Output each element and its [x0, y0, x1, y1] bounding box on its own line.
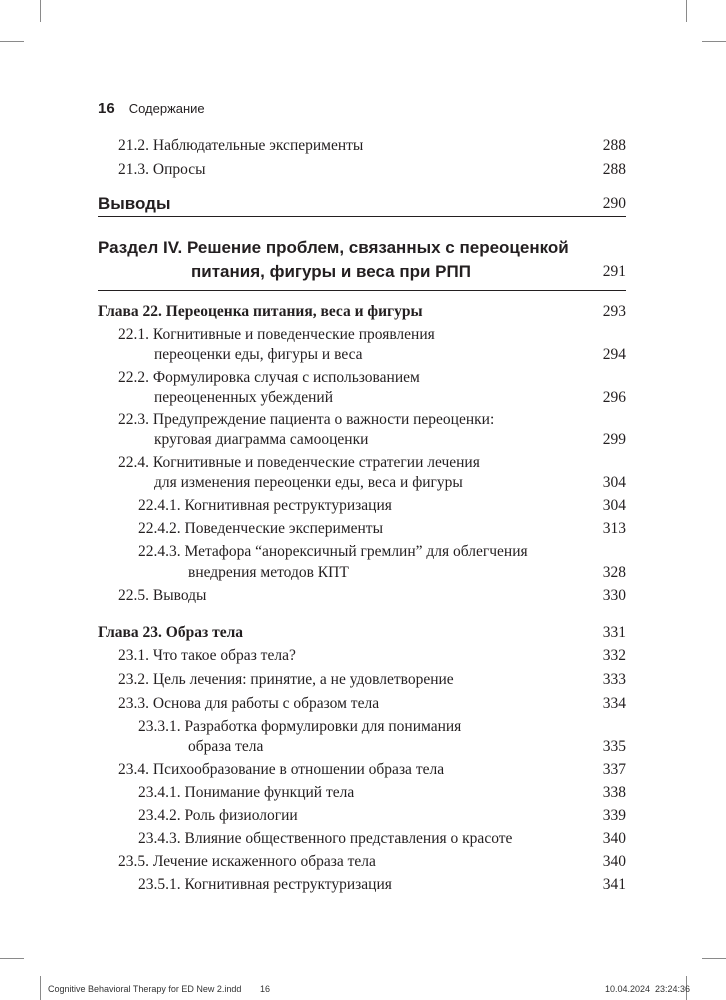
toc-entry: [98, 368, 626, 388]
toc-entry: [98, 586, 626, 606]
toc-entry: [98, 694, 626, 714]
toc-entry-text: 22.1. Когнитивные и поведенческие проявления: [118, 326, 435, 343]
toc-entry-text: 21.3. Опросы: [118, 161, 206, 178]
toc-page-number: 340: [602, 853, 626, 870]
toc-page-number: 338: [602, 784, 626, 801]
toc-entry-text: 22.3. Предупреждение пациента о важности переоценки:: [118, 411, 495, 428]
toc-entry: [98, 136, 626, 156]
toc-entry-continued: [98, 345, 626, 365]
toc-page-number: 330: [602, 587, 626, 604]
toc-page-number: 288: [602, 137, 626, 154]
toc-entry-text: 22.4. Когнитивные и поведенческие стратегии лечения: [118, 454, 480, 471]
toc-part-heading: [98, 236, 626, 284]
toc-page-number: 291: [602, 263, 626, 280]
running-head-title: Содержание: [128, 101, 205, 116]
part-title-line2: питания, фигуры и веса при РПП: [191, 262, 471, 281]
toc-entry-text: переоценки еды, фигуры и веса: [154, 346, 363, 363]
divider: [98, 216, 626, 217]
crop-mark: [0, 41, 24, 42]
toc-page-number: 293: [602, 303, 626, 320]
toc-entry-continued: [98, 737, 626, 757]
toc-entry-text: 23.4.3. Влияние общественного представления о красоте: [138, 830, 513, 847]
toc-entry-continued: [98, 388, 626, 408]
toc-entry-text: образа тела: [188, 738, 264, 755]
toc-subentry: [98, 542, 626, 562]
toc-subentry: [98, 829, 626, 849]
toc-page-number: 333: [602, 671, 626, 688]
toc-entry-text: 23.3. Основа для работы с образом тела: [118, 695, 380, 712]
toc-chapter: [98, 623, 626, 643]
toc-entry-text: для изменения переоценки еды, веса и фигуры: [154, 474, 463, 491]
toc-page-number: 339: [602, 807, 626, 824]
slug-time: 23:24:36: [655, 984, 691, 994]
toc-page-number: 294: [602, 346, 626, 363]
toc-entry: [98, 646, 626, 666]
toc-entry-text: 22.4.2. Поведенческие эксперименты: [138, 520, 383, 537]
toc-entry-text: круговая диаграмма самооценки: [154, 431, 369, 448]
toc-entry-text: Выводы: [98, 194, 171, 213]
toc-page-number: 341: [602, 876, 626, 893]
toc-entry-conclusions: [98, 194, 626, 215]
toc-entry-text: 22.4.1. Когнитивная реструктуризация: [138, 497, 392, 514]
page-number: 16: [98, 100, 115, 117]
toc-page-number: 288: [602, 161, 626, 178]
toc-entry-text: Глава 23. Образ тела: [98, 624, 244, 641]
toc-page-number: 328: [602, 564, 626, 581]
toc-entry: [98, 670, 626, 690]
toc-subentry: [98, 717, 626, 737]
toc-entry-text: 23.3.1. Разработка формулировки для понимания: [138, 718, 462, 735]
toc-entry-text: 23.5. Лечение искаженного образа тела: [118, 853, 376, 870]
toc-entry: [98, 325, 626, 345]
toc-page-number: 335: [602, 738, 626, 755]
toc-entry-text: 22.5. Выводы: [118, 587, 207, 604]
toc-page-number: 296: [602, 389, 626, 406]
toc-entry: [98, 760, 626, 780]
crop-mark: [0, 958, 24, 959]
toc-chapter: [98, 302, 626, 322]
toc-page-number: 332: [602, 647, 626, 664]
toc-subentry: [98, 496, 626, 516]
toc-entry: [98, 852, 626, 872]
slug-page: 16: [260, 984, 271, 994]
divider: [98, 290, 626, 291]
toc-subentry: [98, 783, 626, 803]
running-head: [98, 100, 205, 117]
toc-entry-text: 22.2. Формулировка случая с использованием: [118, 369, 420, 386]
slug-filename: Cognitive Behavioral Therapy for ED New 2.indd: [48, 984, 242, 994]
toc-page-number: 304: [602, 497, 626, 514]
toc-entry: [98, 160, 626, 180]
toc-entry-text: 23.5.1. Когнитивная реструктуризация: [138, 876, 392, 893]
toc-entry-text: 23.4. Психообразование в отношении образа тела: [118, 761, 445, 778]
toc-entry-text: 23.1. Что такое образ тела?: [118, 647, 296, 664]
toc-entry-text: 23.4.2. Роль физиологии: [138, 807, 298, 824]
slug-date: 10.04.2024: [605, 984, 651, 994]
toc-page-number: 290: [602, 195, 626, 212]
toc-entry-continued: [98, 473, 626, 493]
toc-page-number: 337: [602, 761, 626, 778]
toc-page-number: 304: [602, 474, 626, 491]
toc-entry-text: 23.2. Цель лечения: принятие, а не удовлетворение: [118, 671, 454, 688]
toc-entry: [98, 410, 626, 430]
toc-entry-text: внедрения методов КПТ: [188, 564, 349, 581]
toc-page-number: 340: [602, 830, 626, 847]
crop-mark: [686, 0, 687, 22]
toc-entry: [98, 453, 626, 473]
toc-entry-continued: [98, 563, 626, 583]
toc-page-number: 313: [602, 520, 626, 537]
toc-page-number: 299: [602, 431, 626, 448]
crop-mark: [40, 0, 41, 22]
toc-subentry: [98, 806, 626, 826]
toc-subentry: [98, 875, 626, 895]
toc-page-number: 331: [602, 624, 626, 641]
toc-entry-text: Глава 22. Переоценка питания, веса и фигуры: [98, 303, 423, 320]
toc-entry-text: переоцененных убеждений: [154, 389, 333, 406]
toc-entry-text: 22.4.3. Метафора “анорексичный гремлин” для облегчения: [138, 543, 528, 560]
toc-entry-continued: [98, 430, 626, 450]
toc-page-number: 334: [602, 695, 626, 712]
crop-mark: [40, 976, 41, 1000]
part-title-line1: Раздел IV. Решение проблем, связанных с переоценкой: [98, 238, 569, 257]
toc-subentry: [98, 519, 626, 539]
crop-mark: [702, 958, 726, 959]
crop-mark: [702, 41, 726, 42]
toc-entry-text: 21.2. Наблюдательные эксперименты: [118, 137, 364, 154]
toc-entry-text: 23.4.1. Понимание функций тела: [138, 784, 355, 801]
